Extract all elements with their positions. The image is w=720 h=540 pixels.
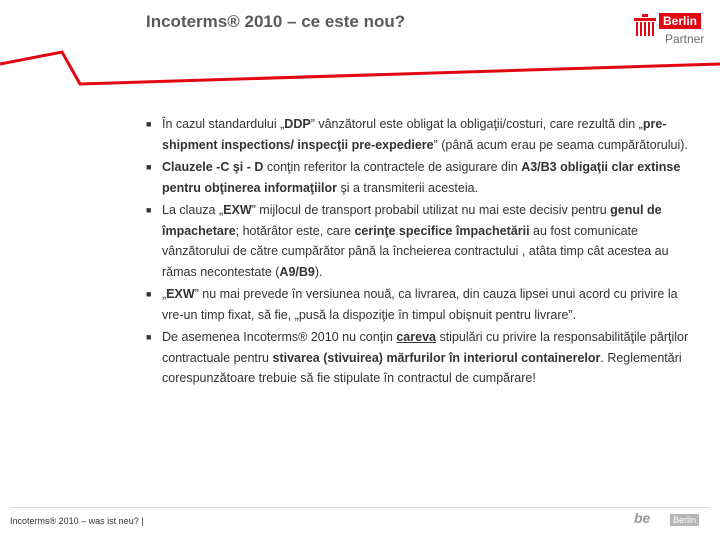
footer-text: Incoterms® 2010 – was ist neu? | [10, 516, 144, 526]
bullet-text-segment: De asemenea Incoterms® 2010 nu conţin [162, 330, 397, 344]
bullet-text-segment: pre-shipment inspections/ inspecţii pre-expediere [162, 117, 667, 152]
bullet-square-icon: ■ [146, 119, 152, 129]
bullet-text-segment: EXW [166, 287, 195, 301]
bullet-text-segment: şi a transmiterii acesteia. [337, 180, 479, 195]
brandenburg-gate-icon [632, 12, 658, 38]
bullet-text-segment: EXW [223, 203, 252, 217]
footer-logo [634, 512, 712, 530]
bullet-text-segment: au fost comunicate vânzătorului de către cumpărător până la încheierea contractului , atâta timp cât acestea au rămas necontestate ( [162, 223, 669, 279]
bullet-text-segment: ” vânzătorul este obligat la obligaţii/costuri, care rezultă din „ [310, 117, 643, 131]
bullet-square-icon: ■ [146, 162, 152, 172]
bullet-item [146, 200, 696, 282]
logo-berlin-text: Berlin [659, 13, 701, 29]
bullet-text-segment: A9/B9 [279, 264, 315, 279]
bullet-text-segment: La clauza „ [162, 203, 224, 217]
bullet-text-segment: „ [162, 287, 167, 301]
bullet-text-segment: stivarea (stivuirea) mărfurilor în interiorul containerelor [272, 350, 601, 365]
bullet-square-icon: ■ [146, 289, 152, 299]
bullet-list [146, 114, 696, 391]
bullet-text-segment: . Reglementări corespunzătoare trebuie să fie stipulate în contractul de cumpărare! [162, 350, 682, 385]
bullet-text-segment: În cazul standardului „ [162, 117, 285, 131]
bullet-text-segment: ; hotărâtor este, care [235, 223, 355, 238]
logo-partner-text: Partner [665, 32, 705, 46]
bullet-text-segment: Clauzele -C şi - D [162, 160, 264, 174]
bullet-item [146, 327, 696, 389]
red-zigzag-line [0, 40, 720, 100]
bullet-text-segment: genul de împachetare [162, 203, 662, 238]
footer-logo-be: be [634, 510, 651, 526]
bullet-text-segment: ). [314, 264, 323, 279]
bullet-text-segment: ” nu mai prevede în versiunea nouă, ca livrarea, din cauza lipsei unui acord cu privire la vre-un timp fixat, să fie, „pusă la dispoziţie în timpul obişnuit pentru livrare”. [162, 287, 678, 322]
bullet-text-segment: conţin referitor la contractele de asigurare din [263, 160, 522, 174]
bullet-text-segment: A3/B3 obligaţii clar extinse pentru obţinerea informaţiilor [162, 160, 681, 195]
bullet-text-segment: ” mijlocul de transport probabil utilizat nu mai este decisiv pentru [251, 203, 611, 217]
footer-logo-berlin: Berlin [670, 514, 699, 526]
bullet-text-segment: DDP [284, 117, 311, 131]
bullet-item [146, 284, 696, 325]
bullet-text-segment: stipulări cu privire la responsabilităţile părţilor contractuale pentru [162, 330, 689, 365]
page-title: Incoterms® 2010 – ce este nou? [146, 12, 406, 31]
bullet-square-icon: ■ [146, 332, 152, 342]
bullet-text-segment: careva [396, 330, 436, 344]
bullet-text-segment: ” (până acum erau pe seama cumpărătorului). [433, 137, 688, 152]
bullet-square-icon: ■ [146, 205, 152, 215]
bullet-item [146, 114, 696, 155]
bullet-item [146, 157, 696, 198]
footer-divider [10, 507, 710, 508]
bullet-text-segment: cerinţe specifice împachetării [354, 223, 530, 238]
